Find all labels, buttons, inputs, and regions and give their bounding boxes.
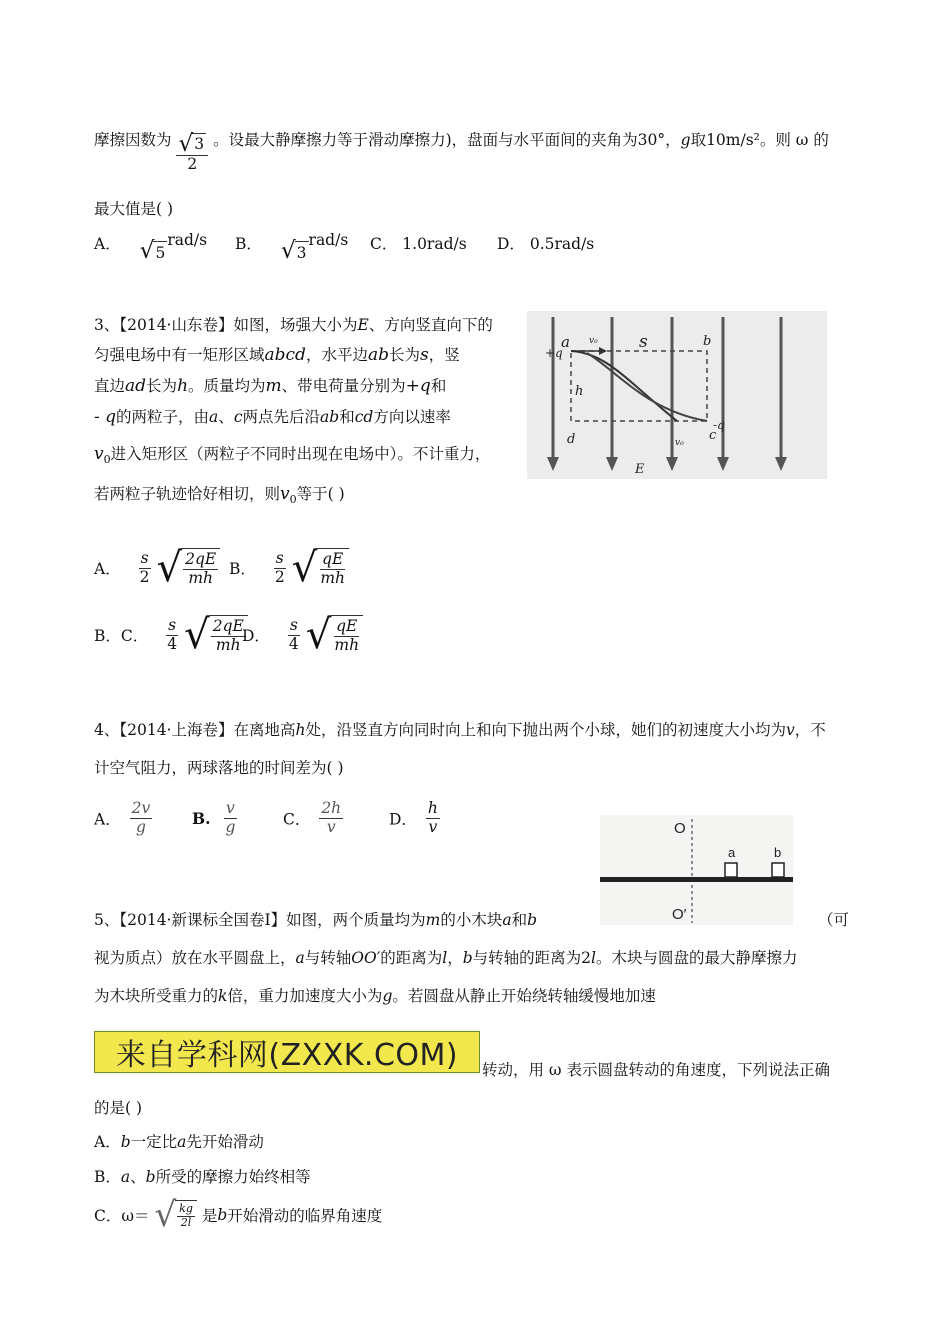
q5-line-1: 5、【2014·新课标全国卷Ⅰ】如图，两个质量均为m的小木块a和b [94, 911, 538, 929]
watermark-banner: 来自学科网(ZXXK.COM) [94, 1031, 480, 1073]
label-d: d [567, 432, 576, 447]
block-a [725, 863, 737, 877]
figure-background [600, 815, 793, 925]
label-minus-q: -q [713, 418, 725, 432]
label-v0-bottom: v₀ [675, 438, 684, 448]
q2-option-a: A． √ 5 rad/s [94, 231, 208, 265]
q3-option-c: B．C． $\frac{s}{4}$ √ $\frac{2qE}{mh}$ [94, 615, 248, 655]
q4-option-a: A． $\frac{2v}{g}$ [94, 799, 151, 836]
q5-line-2: 视为质点）放在水平圆盘上，a与转轴OO′的距离为l，b与转轴的距离为2l。木块与圆盘的最大静摩擦力 [94, 949, 798, 967]
q3-line-4: - q的两粒子，由a、c两点先后沿ab和cd方向以速率 [94, 407, 451, 427]
q5-option-a: A．b一定比a先开始滑动 [94, 1133, 264, 1151]
label-c: c [709, 428, 717, 443]
q3-line-5: $v_0$进入矩形区（两粒子不同时出现在电场中）。不计重力， [94, 444, 491, 467]
radical-qE-over-mh: √ $\frac{qE}{mh}$ [292, 548, 349, 588]
question-line-2: 最大值是( ) [94, 200, 174, 218]
label-b: b [703, 334, 712, 349]
q4-option-b: B. $\frac{v}{g}$ [192, 799, 236, 836]
q4-option-d: D． $\frac{h}{v}$ [389, 799, 438, 836]
radical-2qE-over-mh: √ $\frac{2qE}{mh}$ [184, 615, 248, 655]
q2-option-b: B． √ 3 rad/s [235, 231, 349, 265]
fraction-sqrt3-over-2: √ 3 2 [176, 132, 208, 174]
sqrt3: √ 3 [280, 237, 307, 265]
sqrt5: √ 5 [139, 237, 166, 265]
block-b [772, 863, 784, 877]
q3-line-2: 匀强电场中有一矩形区域abcd，水平边ab长为s，竖 [94, 345, 460, 365]
q5-line-5: 的是( ) [94, 1099, 143, 1117]
label-a: a [728, 845, 736, 860]
q5-line-4: 转动，用 ω 表示圆盘转动的角速度，下列说法正确 [482, 1061, 830, 1079]
q2-option-c: C． 1.0rad/s [370, 235, 467, 253]
q5-option-c: C．ω＝ √ $\frac{kg}{2l}$ 是b开始滑动的临界角速度 [94, 1195, 383, 1235]
q3-option-a: A． $\frac{s}{2}$ √ $\frac{2qE}{mh}$ [94, 548, 220, 588]
q5-line-3: 为木块所受重力的k倍，重力加速度大小为g。若圆盘从静止开始绕转轴缓慢地加速 [94, 987, 656, 1005]
q2-option-d: D． 0.5rad/s [497, 235, 595, 253]
q3-line-3: 直边ad长为h。质量均为m、带电荷量分别为+q和 [94, 376, 447, 396]
label-plus-q: +q [545, 346, 563, 360]
label-E: E [635, 462, 645, 477]
label-s: s [639, 332, 648, 352]
q5-line-1-end: （可 [818, 911, 850, 929]
turntable-disk [600, 877, 793, 882]
q3-option-b: B． $\frac{s}{2}$ √ $\frac{qE}{mh}$ [229, 548, 349, 588]
q4-option-c: C． $\frac{2h}{v}$ [283, 799, 342, 836]
q3-option-d: D． $\frac{s}{4}$ √ $\frac{qE}{mh}$ [242, 615, 363, 655]
label-v0-top: v₀ [589, 336, 598, 346]
radical-2qE-over-mh: √ $\frac{2qE}{mh}$ [156, 548, 220, 588]
q4-line-2: 计空气阻力，两球落地的时间差为( ) [94, 759, 344, 777]
label-b: b [774, 845, 782, 860]
label-O-prime: O′ [672, 906, 687, 923]
text: 摩擦因数为 [94, 131, 172, 150]
radical-kg-over-2l: √ $\frac{kg}{2l}$ [154, 1198, 196, 1232]
q5-option-b: B．a、b所受的摩擦力始终相等 [94, 1168, 311, 1186]
label-a: a [561, 333, 570, 351]
label-h: h [575, 384, 584, 399]
label-O: O [674, 820, 686, 837]
q5-turntable-figure [600, 815, 793, 925]
question-line-1: 摩擦因数为 √ 3 2 。设最大静摩擦力等于滑动摩擦力)，盘面与水平面间的夹角为30°，g取10m/s²。则 ω 的 [94, 130, 829, 174]
q3-line-6: 若两粒子轨迹恰好相切，则$v_0$等于( ) [94, 484, 345, 507]
q3-electric-field-figure [527, 311, 827, 479]
text: 。设最大静摩擦力等于滑动摩擦力)，盘面与水平面间的夹角为30°， [213, 131, 681, 150]
q3-line-1: 3、【2014·山东卷】如图，场强大小为E、方向竖直向下的 [94, 316, 493, 334]
radical-qE-over-mh: √ $\frac{qE}{mh}$ [306, 615, 363, 655]
q4-line-1: 4、【2014·上海卷】在离地高h处，沿竖直方向同时向上和向下抛出两个小球，她们的初速度大小均为v，不 [94, 721, 826, 739]
